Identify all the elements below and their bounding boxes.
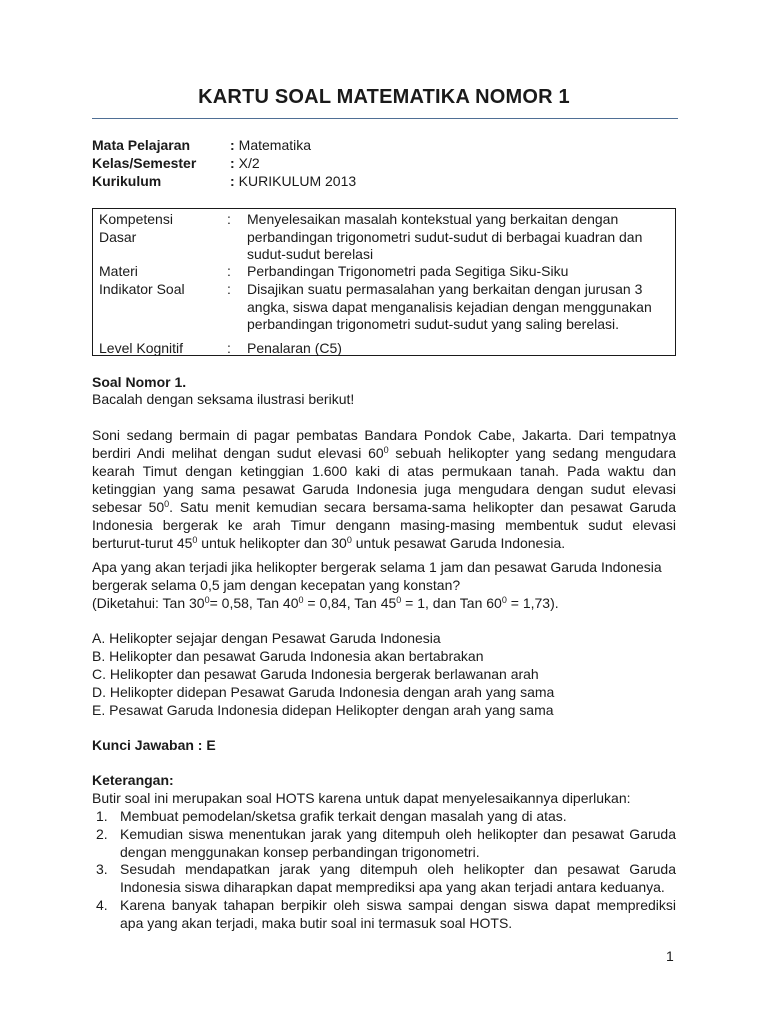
list-item: Sesudah mendapatkan jarak yang ditempuh oleh helikopter dan pesawat Garuda [120, 861, 676, 877]
story-line: Soni sedang bermain di pagar pembatas Bandara Pondok Cabe, Jakarta. Dari tempatnya [92, 427, 676, 443]
story-line: berturut-turut $45^0$ untuk helikopter dan $30^0$ untuk pesawat Garuda Indonesia. [92, 535, 566, 551]
question-intro: Bacalah dengan seksama ilustrasi berikut! [92, 391, 355, 407]
kd-label-line2: Dasar [99, 228, 137, 245]
answer-option-d: D. Helikopter didepan Pesawat Garuda Indonesia dengan arah yang sama [92, 684, 555, 700]
subject-value: Matematika [238, 137, 312, 153]
story-line: sebesar $50^0$. Satu menit kemudian secara bersama-sama helikopter dan pesawat Garuda [92, 499, 676, 515]
class-value: X/2 [238, 155, 260, 171]
title-divider [92, 118, 678, 119]
kd-value-line2: perbandingan trigonometri sudut-sudut di berbagai kuadran dan [247, 228, 643, 245]
indikator-value-line1: Disajikan suatu permasalahan yang berkaitan dengan jurusan 3 [247, 281, 643, 297]
list-item: Kemudian siswa menentukan jarak yang ditempuh oleh helikopter dan pesawat Garuda [120, 826, 676, 842]
subject-label: Mata Pelajaran [92, 137, 191, 153]
competency-table: Kompetensi Dasar : Menyelesaikan masalah kontekstual yang berkaitan dengan perbandingan trigonometri sudut-sudut di berbagai kuadran dan sudut-sudut berelasi Materi : Perbandingan Trigonometri pada Segitiga Siku-Siku Indikator Soal : Disajikan suatu permasalahan yang berkaitan dengan jurusan 3 angka, siswa dapat menganalisis kejadian dengan menggunakan perbandingan trigonometri sudut-sudut yang saling berelasi. Level Kognitif : Penalaran (C5) [92, 208, 676, 356]
list-number: 4. [96, 897, 108, 913]
indikator-value-line2: angka, siswa dapat menganalisis kejadian dengan menggunakan [247, 298, 652, 315]
list-item: Indonesia siswa diharapkan dapat memprediksi apa yang akan terjadi antara keduanya. [120, 879, 665, 895]
page-number: 1 [666, 948, 674, 964]
list-item: dengan menggunakan konsep perbandingan trigonometri. [120, 844, 480, 860]
level-label: Level Kognitif [99, 340, 184, 356]
curriculum-label: Kurikulum [92, 173, 162, 189]
level-value: Penalaran (C5) [247, 340, 342, 356]
kd-value-line1: Menyelesaikan masalah kontekstual yang berkaitan dengan [247, 211, 619, 227]
list-item: Membuat pemodelan/sketsa grafik terkait dengan masalah yang di atas. [120, 808, 567, 824]
story-line: ketinggian yang sama pesawat Garuda Indonesia juga mengudara dengan sudut elevasi [92, 481, 676, 497]
page-title: KARTU SOAL MATEMATIKA NOMOR 1 [198, 86, 570, 108]
kd-label-line1: Kompetensi [99, 211, 173, 227]
list-item: apa yang akan terjadi, maka butir soal ini termasuk soal HOTS. [120, 915, 513, 931]
materi-value: Perbandingan Trigonometri pada Segitiga Siku-Siku [247, 263, 569, 279]
kd-value-line3: sudut-sudut berelasi [247, 246, 374, 263]
answer-option-b: B. Helikopter dan pesawat Garuda Indonesia akan bertabrakan [92, 648, 484, 664]
story-line: kearah Timut dengan ketinggian 1.600 kaki di atas permukaan tanah. Pada waktu dan [92, 463, 676, 479]
given-values-line: (Diketahui: Tan $30^0= 0,58$, Tan $40^0 = 0,84$, Tan $45^0 = 1$, dan Tan $60^0 = 1,73$). [92, 595, 559, 611]
answer-key: Kunci Jawaban : E [92, 737, 216, 753]
explanation-heading: Keterangan: [92, 772, 174, 788]
question-heading: Soal Nomor 1. [92, 374, 187, 390]
indikator-label: Indikator Soal [99, 281, 185, 297]
question-line: Apa yang akan terjadi jika helikopter bergerak selama 1 jam dan pesawat Garuda Indonesia [92, 559, 662, 575]
list-number: 1. [96, 808, 108, 824]
meta-block: Mata Pelajaran : Matematika Kelas/Semester : X/2 Kurikulum : KURIKULUM 2013 [92, 137, 357, 189]
list-number: 2. [96, 826, 108, 842]
list-number: 3. [96, 861, 108, 877]
question-line: bergerak selama 0,5 jam dengan kecepatan yang konstan? [92, 577, 461, 593]
story-line: Indonesia bergerak ke arah Timur dengann masing-masing membentuk sudut elevasi [92, 517, 676, 533]
explanation-intro: Butir soal ini merupakan soal HOTS karena untuk dapat menyelesaikannya diperlukan: [92, 790, 631, 806]
answer-option-a: A. Helikopter sejajar dengan Pesawat Garuda Indonesia [92, 630, 441, 646]
list-item: Karena banyak tahapan berpikir oleh siswa sampai dengan siswa dapat memprediksi [120, 897, 676, 913]
answer-option-c: C. Helikopter dan pesawat Garuda Indonesia bergerak berlawanan arah [92, 666, 539, 682]
materi-label: Materi [99, 263, 138, 279]
indikator-value-line3: perbandingan trigonometri sudut-sudut yang saling berelasi. [247, 316, 620, 333]
curriculum-value: KURIKULUM 2013 [238, 173, 357, 189]
class-label: Kelas/Semester [92, 155, 197, 171]
story-line: berdiri Andi melihat dengan sudut elevasi $60^0$ sebuah helikopter yang sedang mengudara [92, 445, 676, 461]
answer-option-e: E. Pesawat Garuda Indonesia didepan Helikopter dengan arah yang sama [92, 702, 554, 718]
